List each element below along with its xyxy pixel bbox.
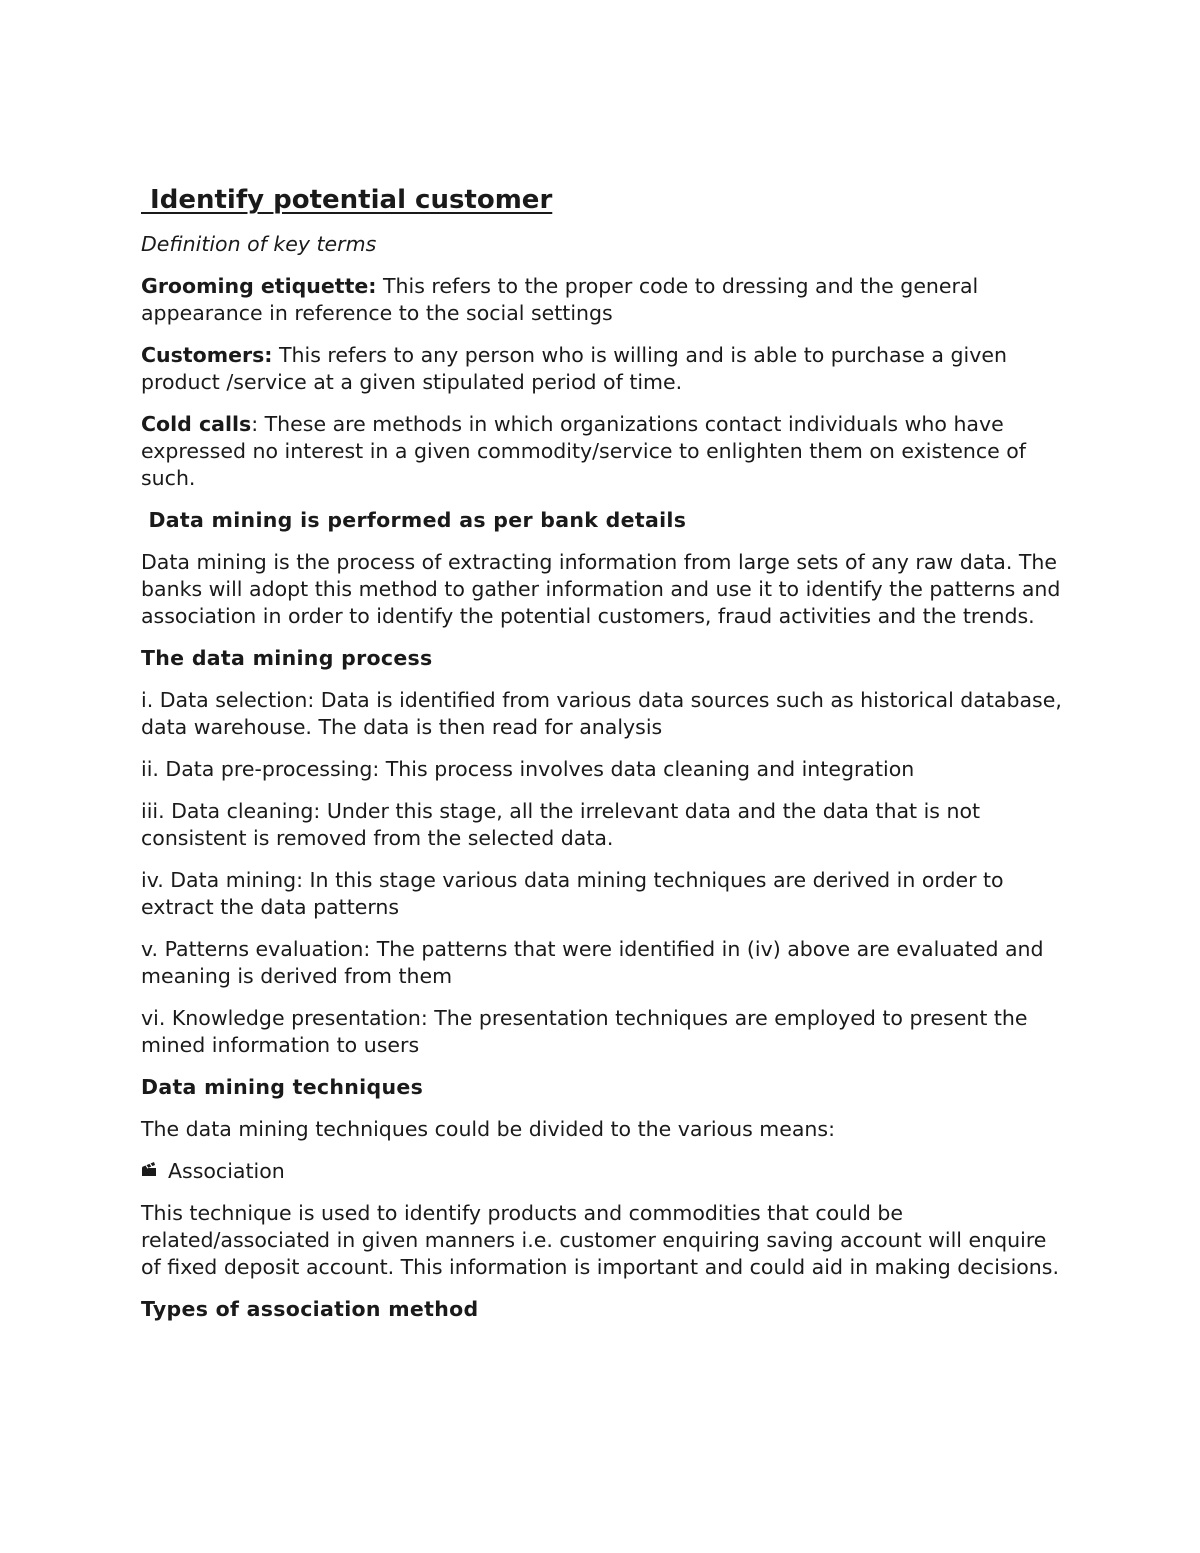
definition-text: This refers to the proper code to dressing and the general appearance in reference to the social settings <box>141 274 979 325</box>
process-step: iii. Data cleaning: Under this stage, all the irrelevant data and the data that is not consistent is removed from the selected data. <box>141 799 981 850</box>
section-heading-data-mining-process: The data mining process <box>141 646 433 670</box>
definition-text: : These are methods in which organizations contact individuals who have expressed no interest in a given commodity/service to enlighten them on existence of such. <box>141 412 1026 490</box>
section-heading-data-mining-bank: Data mining is performed as per bank details <box>141 508 687 532</box>
association-body: This technique is used to identify products and commodities that could be related/associated in given manners i.e. customer enquiring saving account will enquire of fixed deposit account. This information is important and could aid in making decisions. <box>141 1201 1059 1279</box>
process-step: ii. Data pre-processing: This process involves data cleaning and integration <box>141 757 915 781</box>
document-title: Identify potential customer <box>141 185 553 215</box>
definition-text: This refers to any person who is willing and is able to purchase a given product /service at a given stipulated period of time. <box>141 343 1007 394</box>
definition-grooming-etiquette <box>141 273 1071 327</box>
techniques-intro: The data mining techniques could be divided to the various means: <box>141 1117 836 1141</box>
clapperboard-icon <box>141 1158 159 1185</box>
section-heading-data-mining-techniques: Data mining techniques <box>141 1075 424 1099</box>
process-step: iv. Data mining: In this stage various data mining techniques are derived in order to extract the data patterns <box>141 868 1004 919</box>
definition-term: Grooming etiquette: <box>141 274 377 298</box>
definition-term: Customers: <box>141 343 273 367</box>
document-subtitle: Definition of key terms <box>141 232 377 256</box>
process-step: v. Patterns evaluation: The patterns that were identified in (iv) above are evaluated and meaning is derived from them <box>141 937 1044 988</box>
section-heading-association-types: Types of association method <box>141 1297 479 1321</box>
bullet-label: Association <box>168 1159 285 1183</box>
process-step: vi. Knowledge presentation: The presentation techniques are employed to present the mined information to users <box>141 1006 1028 1057</box>
section-body-data-mining: Data mining is the process of extracting information from large sets of any raw data. The banks will adopt this method to gather information and use it to identify the patterns and association in order to identify the potential customers, fraud activities and the trends. <box>141 550 1061 628</box>
definition-customers <box>141 342 1071 396</box>
definition-term: Cold calls <box>141 412 252 436</box>
process-step: i. Data selection: Data is identified from various data sources such as historical database, data warehouse. The data is then read for analysis <box>141 688 1062 739</box>
document-page <box>141 183 1071 1338</box>
bullet-association <box>141 1158 1071 1185</box>
definition-cold-calls <box>141 411 1071 492</box>
